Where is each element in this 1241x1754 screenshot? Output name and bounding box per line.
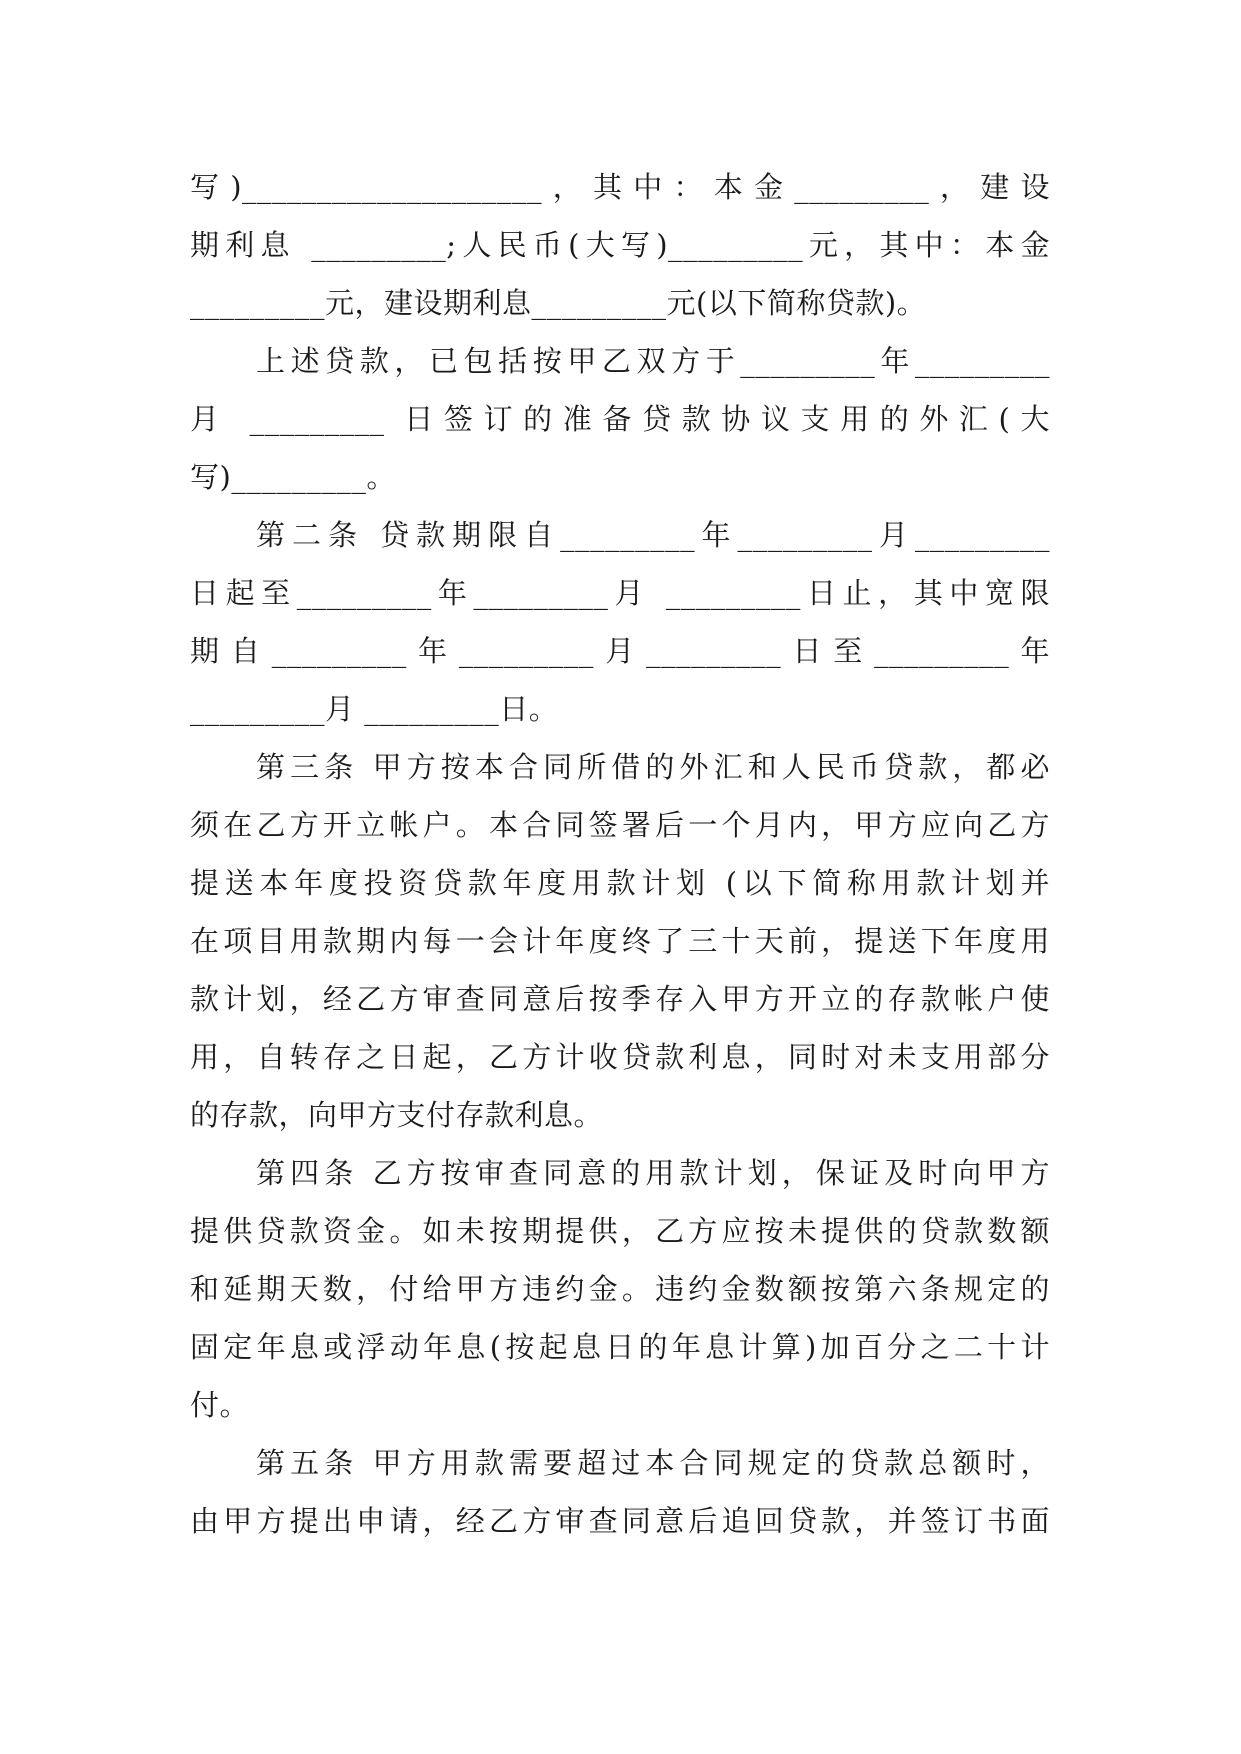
text-line: _________月 _________日。 [190,692,559,726]
text-line: 固定年息或浮动年息(按起息日的年息计算)加百分之二十计 [190,1330,1050,1364]
text-line: 日起至_________年_________月 _________日止，其中宽限 [190,576,1050,610]
text-line: 提送本年度投资贷款年度用款计划 (以下简称用款计划并 [190,866,1050,900]
text-line: 须在乙方开立帐户。本合同签署后一个月内，甲方应向乙方 [190,808,1050,842]
article-4-heading-line: 第四条 乙方按审查同意的用款计划，保证及时向甲方 [256,1156,1050,1190]
text-line: 款计划，经乙方审查同意后按季存入甲方开立的存款帐户使 [190,982,1050,1016]
text-line: 用，自转存之日起，乙方计收贷款利息，同时对未支用部分 [190,1040,1050,1074]
paragraph-first-line: 上述贷款，已包括按甲乙双方于_________年_________ [256,344,1050,378]
article-3-heading-line: 第三条 甲方按本合同所借的外汇和人民币贷款，都必 [256,750,1050,784]
text-line: 付。 [190,1388,250,1422]
text-line: 写)_________。 [190,460,396,494]
text-line: 在项目用款期内每一会计年度终了三十天前，提送下年度用 [190,924,1050,958]
text-line: 写)____________________，其中：本金_________，建设 [190,170,1050,204]
text-line: 和延期天数，付给甲方违约金。违约金数额按第六条规定的 [190,1272,1050,1306]
text-line: 期自_________年_________月_________日至_________年 [190,634,1050,668]
text-line: 月 _________ 日签订的准备贷款协议支用的外汇(大 [190,402,1050,436]
text-line: 的存款，向甲方支付存款利息。 [190,1098,604,1132]
text-line: 期利息 _________;人民币(大写)_________元，其中：本金 [190,228,1050,262]
document-body [190,158,1050,1550]
text-line: 提供贷款资金。如未按期提供，乙方应按未提供的贷款数额 [190,1214,1050,1248]
text-line: _________元，建设期利息_________元(以下简称贷款)。 [190,286,927,320]
article-2-heading-line: 第二条 贷款期限自_________年_________月_________ [256,518,1050,552]
text-line: 由甲方提出申请，经乙方审查同意后追回贷款，并签订书面 [190,1504,1050,1538]
article-5-heading-line: 第五条 甲方用款需要超过本合同规定的贷款总额时， [256,1446,1050,1480]
